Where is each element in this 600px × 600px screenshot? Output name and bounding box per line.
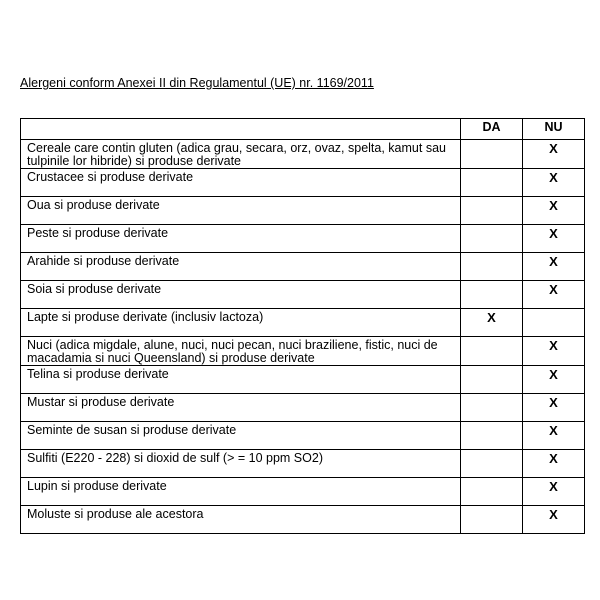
allergen-label: Sulfiti (E220 - 228) si dioxid de sulf (> = 10 ppm SO2) xyxy=(21,450,461,478)
nu-mark: X xyxy=(523,225,585,253)
table-row xyxy=(21,140,585,169)
allergen-label: Soia si produse derivate xyxy=(21,281,461,309)
table-row xyxy=(21,309,585,337)
table-row xyxy=(21,450,585,478)
table-row xyxy=(21,422,585,450)
nu-mark: X xyxy=(523,394,585,422)
da-mark xyxy=(461,478,523,506)
da-mark xyxy=(461,337,523,366)
nu-mark: X xyxy=(523,450,585,478)
da-mark xyxy=(461,281,523,309)
da-mark xyxy=(461,253,523,281)
da-mark xyxy=(461,197,523,225)
allergen-label: Lapte si produse derivate (inclusiv lactoza) xyxy=(21,309,461,337)
table-row xyxy=(21,169,585,197)
document-title: Alergeni conform Anexei II din Regulamentul (UE) nr. 1169/2011 xyxy=(20,76,374,90)
nu-mark: X xyxy=(523,337,585,366)
da-mark xyxy=(461,506,523,534)
table-row xyxy=(21,506,585,534)
header-item xyxy=(21,119,461,140)
allergen-label: Mustar si produse derivate xyxy=(21,394,461,422)
nu-mark: X xyxy=(523,140,585,169)
allergen-label: Arahide si produse derivate xyxy=(21,253,461,281)
allergen-label: Moluste si produse ale acestora xyxy=(21,506,461,534)
da-mark xyxy=(461,422,523,450)
nu-mark: X xyxy=(523,422,585,450)
header-da: DA xyxy=(461,119,523,140)
da-mark: X xyxy=(461,309,523,337)
table-row xyxy=(21,281,585,309)
allergen-label: Seminte de susan si produse derivate xyxy=(21,422,461,450)
table-row xyxy=(21,337,585,366)
table-row xyxy=(21,225,585,253)
allergen-label: Crustacee si produse derivate xyxy=(21,169,461,197)
nu-mark: X xyxy=(523,169,585,197)
nu-mark: X xyxy=(523,197,585,225)
nu-mark: X xyxy=(523,478,585,506)
nu-mark: X xyxy=(523,366,585,394)
da-mark xyxy=(461,169,523,197)
allergen-label: Telina si produse derivate xyxy=(21,366,461,394)
table-row xyxy=(21,253,585,281)
table-row xyxy=(21,394,585,422)
allergen-table xyxy=(20,118,585,534)
allergen-label: Nuci (adica migdale, alune, nuci, nuci pecan, nuci braziliene, fistic, nuci de macadamia si nuci Queensland) si produse derivate xyxy=(21,337,461,366)
da-mark xyxy=(461,225,523,253)
nu-mark: X xyxy=(523,506,585,534)
table-header-row xyxy=(21,119,585,140)
nu-mark: X xyxy=(523,281,585,309)
allergen-label: Oua si produse derivate xyxy=(21,197,461,225)
allergen-label: Cereale care contin gluten (adica grau, secara, orz, ovaz, spelta, kamut sau tulpinile lor hibride) si produse derivate xyxy=(21,140,461,169)
da-mark xyxy=(461,450,523,478)
table-row xyxy=(21,478,585,506)
table-row xyxy=(21,197,585,225)
da-mark xyxy=(461,366,523,394)
nu-mark: X xyxy=(523,253,585,281)
allergen-label: Lupin si produse derivate xyxy=(21,478,461,506)
da-mark xyxy=(461,394,523,422)
da-mark xyxy=(461,140,523,169)
nu-mark xyxy=(523,309,585,337)
header-nu: NU xyxy=(523,119,585,140)
table-row xyxy=(21,366,585,394)
allergen-label: Peste si produse derivate xyxy=(21,225,461,253)
